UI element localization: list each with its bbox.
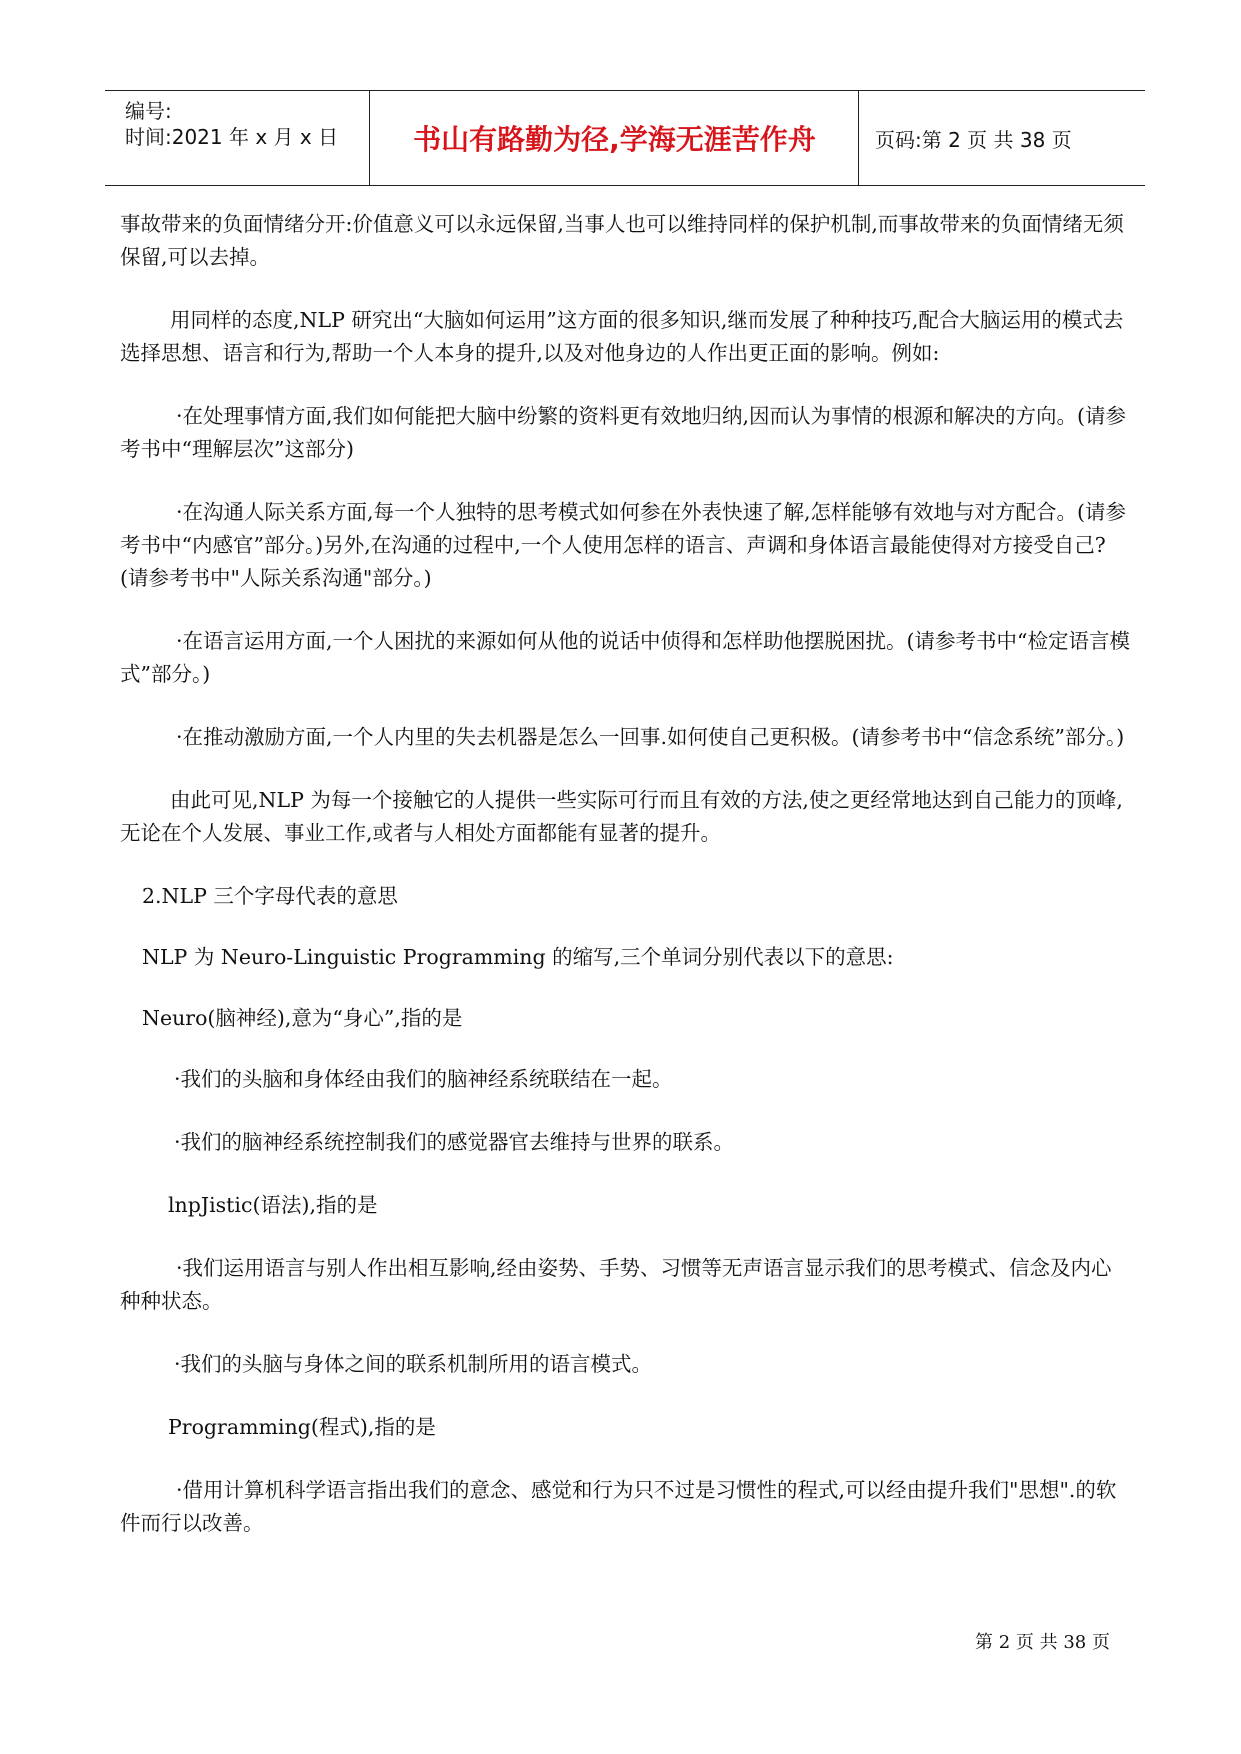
- header-page-number: 页码:第 2 页 共 38 页: [875, 127, 1072, 152]
- bullet-item: ·我们的脑神经系统控制我们的感觉器官去维持与世界的联系。: [174, 1130, 735, 1154]
- document-number-label: 编号:: [125, 99, 172, 123]
- document-time-label: 时间:2021 年 x 月 x 日: [125, 125, 339, 149]
- bullet-paragraph: ·在推动激励方面,一个人内里的失去机器是怎么一回事.如何使自己更积极。(请参考书中“信念系统”部分。): [176, 725, 1125, 749]
- header-info-cell: [115, 91, 370, 185]
- header-divider: [858, 91, 859, 185]
- bullet-paragraph: ·我们运用语言与别人作出相互影响,经由姿势、手势、习惯等无声语言显示我们的思考模式、信念及内心种种状态。: [120, 1256, 1112, 1313]
- bullet-paragraph: ·在语言运用方面,一个人困扰的来源如何从他的说话中侦得和怎样助他摆脱困扰。(请参考书中“检定语言模式”部分。): [120, 629, 1131, 686]
- bullet-paragraph: ·在沟通人际关系方面,每一个人独特的思考模式如何参在外表快速了解,怎样能够有效地与对方配合。(请参考书中“内感官”部分。)另外,在沟通的过程中,一个人使用怎样的语言、声调和身体语言最能使得对方接受自己?(请参考书中"人际关系沟通"部分。): [120, 500, 1127, 590]
- header-divider: [369, 91, 370, 185]
- term-heading: Neuro(脑神经),意为“身心”,指的是: [142, 1006, 463, 1030]
- paragraph: 事故带来的负面情绪分开:价值意义可以永远保留,当事人也可以维持同样的保护机制,而事故带来的负面情绪无须保留,可以去掉。: [120, 212, 1124, 269]
- page-footer: 第 2 页 共 38 页: [975, 1632, 1110, 1653]
- section-heading: 2.NLP 三个字母代表的意思: [142, 884, 398, 908]
- paragraph: 用同样的态度,NLP 研究出“大脑如何运用”这方面的很多知识,继而发展了种种技巧,配合大脑运用的模式去选择思想、语言和行为,帮助一个人本身的提升,以及对他身边的人作出更正面的影响。例如:: [120, 308, 1124, 365]
- term-heading: lnpJistic(语法),指的是: [168, 1193, 378, 1217]
- paragraph: NLP 为 Neuro-Linguistic Programming 的缩写,三个单词分别代表以下的意思:: [142, 945, 894, 969]
- term-heading: Programming(程式),指的是: [168, 1415, 436, 1439]
- paragraph: 由此可见,NLP 为每一个接触它的人提供一些实际可行而且有效的方法,使之更经常地达到自己能力的顶峰,无论在个人发展、事业工作,或者与人相处方面都能有显著的提升。: [120, 788, 1123, 845]
- page-header: [105, 90, 1145, 186]
- bullet-paragraph: ·在处理事情方面,我们如何能把大脑中纷繁的资料更有效地归纳,因而认为事情的根源和解决的方向。(请参考书中“理解层次”这部分): [120, 404, 1127, 461]
- bullet-paragraph: ·借用计算机科学语言指出我们的意念、感觉和行为只不过是习惯性的程式,可以经由提升我们"思想".的软件而行以改善。: [120, 1478, 1117, 1535]
- document-body: [120, 208, 1130, 1570]
- bullet-item: ·我们的头脑与身体之间的联系机制所用的语言模式。: [174, 1352, 653, 1376]
- bullet-item: ·我们的头脑和身体经由我们的脑神经系统联结在一起。: [174, 1067, 673, 1091]
- header-motto: 书山有路勤为径,学海无涯苦作舟: [413, 123, 816, 156]
